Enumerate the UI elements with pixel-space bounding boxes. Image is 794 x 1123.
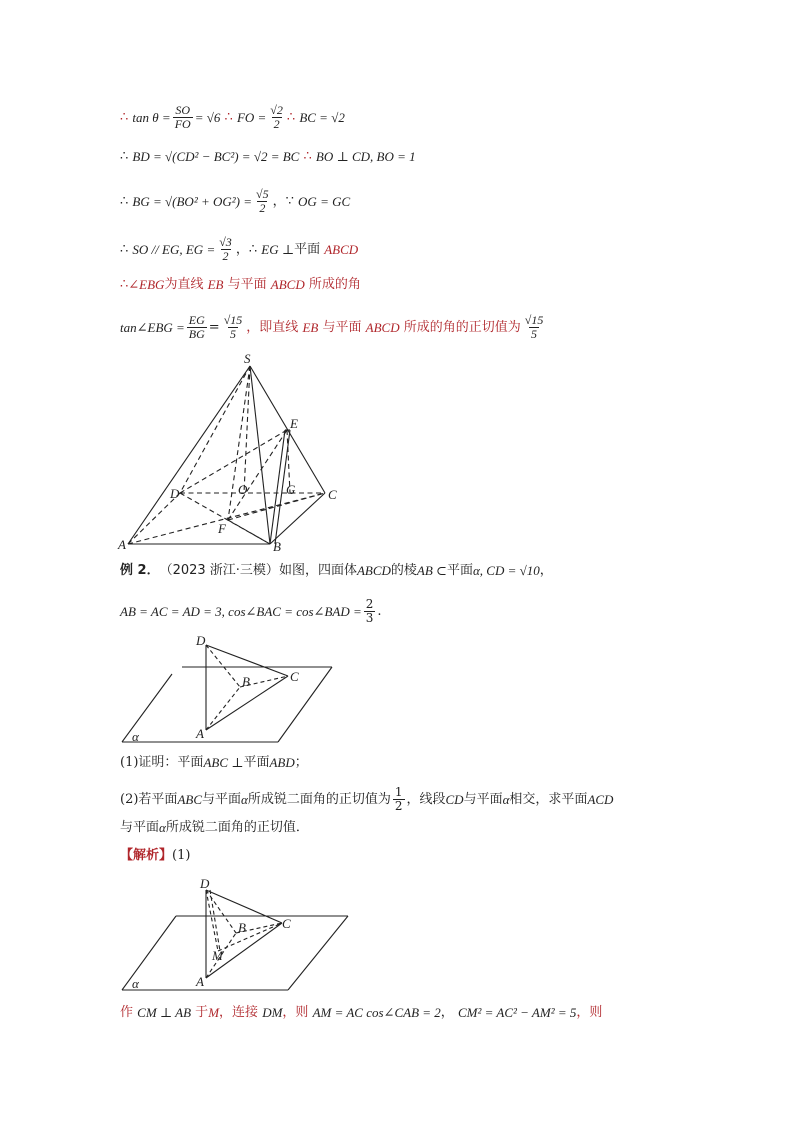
fraction-sqrt3-2: $\frac{√3}{2}$ xyxy=(219,235,232,263)
label-alpha: α xyxy=(132,729,139,744)
question-1: (1) 证明：平面 ABC ⊥ 平面 ABD ； xyxy=(120,755,308,770)
label-b: B xyxy=(273,539,281,554)
label-o: O xyxy=(238,482,248,497)
label-d: D xyxy=(196,633,206,648)
label-c: C xyxy=(290,669,299,684)
solution-line-1: ∴ tan θ = $\frac{SO}{FO}$ = √6 ∴ FO = $\frac{√2}{2}$ ∴ BC = √2 xyxy=(120,103,345,131)
fraction-1-2: $\frac{1}{2}$ xyxy=(394,785,403,813)
solution-line-2: ∴ BD = √(CD² − BC²) = √2 = BC ∴ BO ⊥ CD, BO = 1 xyxy=(120,149,416,164)
solution-last-line: 作 CM ⊥ AB 于 M ，连接 DM ，则 AM = AC cos∠CAB = 2 ， CM² = AC² − AM² = 5 ，则 xyxy=(120,1005,603,1020)
tetrahedron-figure-1 xyxy=(118,630,338,748)
label-b: B xyxy=(242,674,250,689)
question-2-line-1: (2) 若平面 ABC 与平面 α 所成锐二面角的正切值为 $\frac{1}{2}$ ，线段 CD 与平面 α 相交，求平面 ACD xyxy=(120,785,614,813)
label-c: C xyxy=(328,487,337,502)
fraction-eg-bg: $\frac{EG}{BG}$ xyxy=(188,313,205,341)
tetrahedron-figure-2 xyxy=(118,875,353,995)
fraction-answer: $\frac{√15}{5}$ xyxy=(524,313,544,341)
example-label: 例 2． xyxy=(120,563,160,578)
fraction-sqrt5-2: $\frac{√5}{2}$ xyxy=(256,187,269,215)
label-a: A xyxy=(196,726,204,741)
solution-line-4: ∴ SO // EG, EG = $\frac{√3}{2}$ ， ∴ EG ⊥ 平面 ABCD xyxy=(120,235,359,263)
pyramid-figure xyxy=(110,350,360,555)
label-d: D xyxy=(170,486,180,501)
solution-line-5: ∴ ∠EBG 为直线 EB 与平面 ABCD 所成的角 xyxy=(120,277,361,292)
solution-label: 【解析】 xyxy=(120,848,173,863)
label-alpha: α xyxy=(132,976,139,991)
label-a: A xyxy=(196,974,204,989)
fraction-so-fo: $\frac{SO}{FO}$ xyxy=(174,103,191,131)
label-g: G xyxy=(286,482,296,497)
fraction-sqrt2-2: $\frac{√2}{2}$ xyxy=(270,103,283,131)
fraction-sqrt15-5: $\frac{√15}{5}$ xyxy=(223,313,243,341)
label-a: A xyxy=(118,537,126,552)
example-2-line-2: AB = AC = AD = 3, cos∠BAC = cos∠BAD = $\frac{2}{3}$ . xyxy=(120,597,382,625)
solution-header: 【解析】 (1) xyxy=(120,846,190,866)
label-e: E xyxy=(290,416,298,431)
label-c: C xyxy=(282,916,291,931)
question-2-line-2: 与平面 α 所成锐二面角的正切值． xyxy=(120,820,309,835)
fraction-2-3: $\frac{2}{3}$ xyxy=(365,597,374,625)
label-f: F xyxy=(218,521,226,536)
solution-line-6: tan∠EBG = $\frac{EG}{BG}$ = $\frac{√15}{5}$ ，即直线 EB 与平面 ABCD 所成的角的正切值为 $\frac{√15}{5}$ xyxy=(120,313,544,341)
label-b: B xyxy=(238,920,246,935)
solution-line-3: ∴ BG = √(BO² + OG²) = $\frac{√5}{2}$ ， ∵ OG = GC xyxy=(120,187,351,215)
example-2-line-1: 例 2． （2023 浙江·三模） 如图，四面体 ABCD 的棱 AB ⊂ 平面 α, CD = √10 ， xyxy=(120,561,553,581)
label-d: D xyxy=(200,876,210,891)
label-s: S xyxy=(244,351,251,366)
label-m: M xyxy=(212,948,223,963)
